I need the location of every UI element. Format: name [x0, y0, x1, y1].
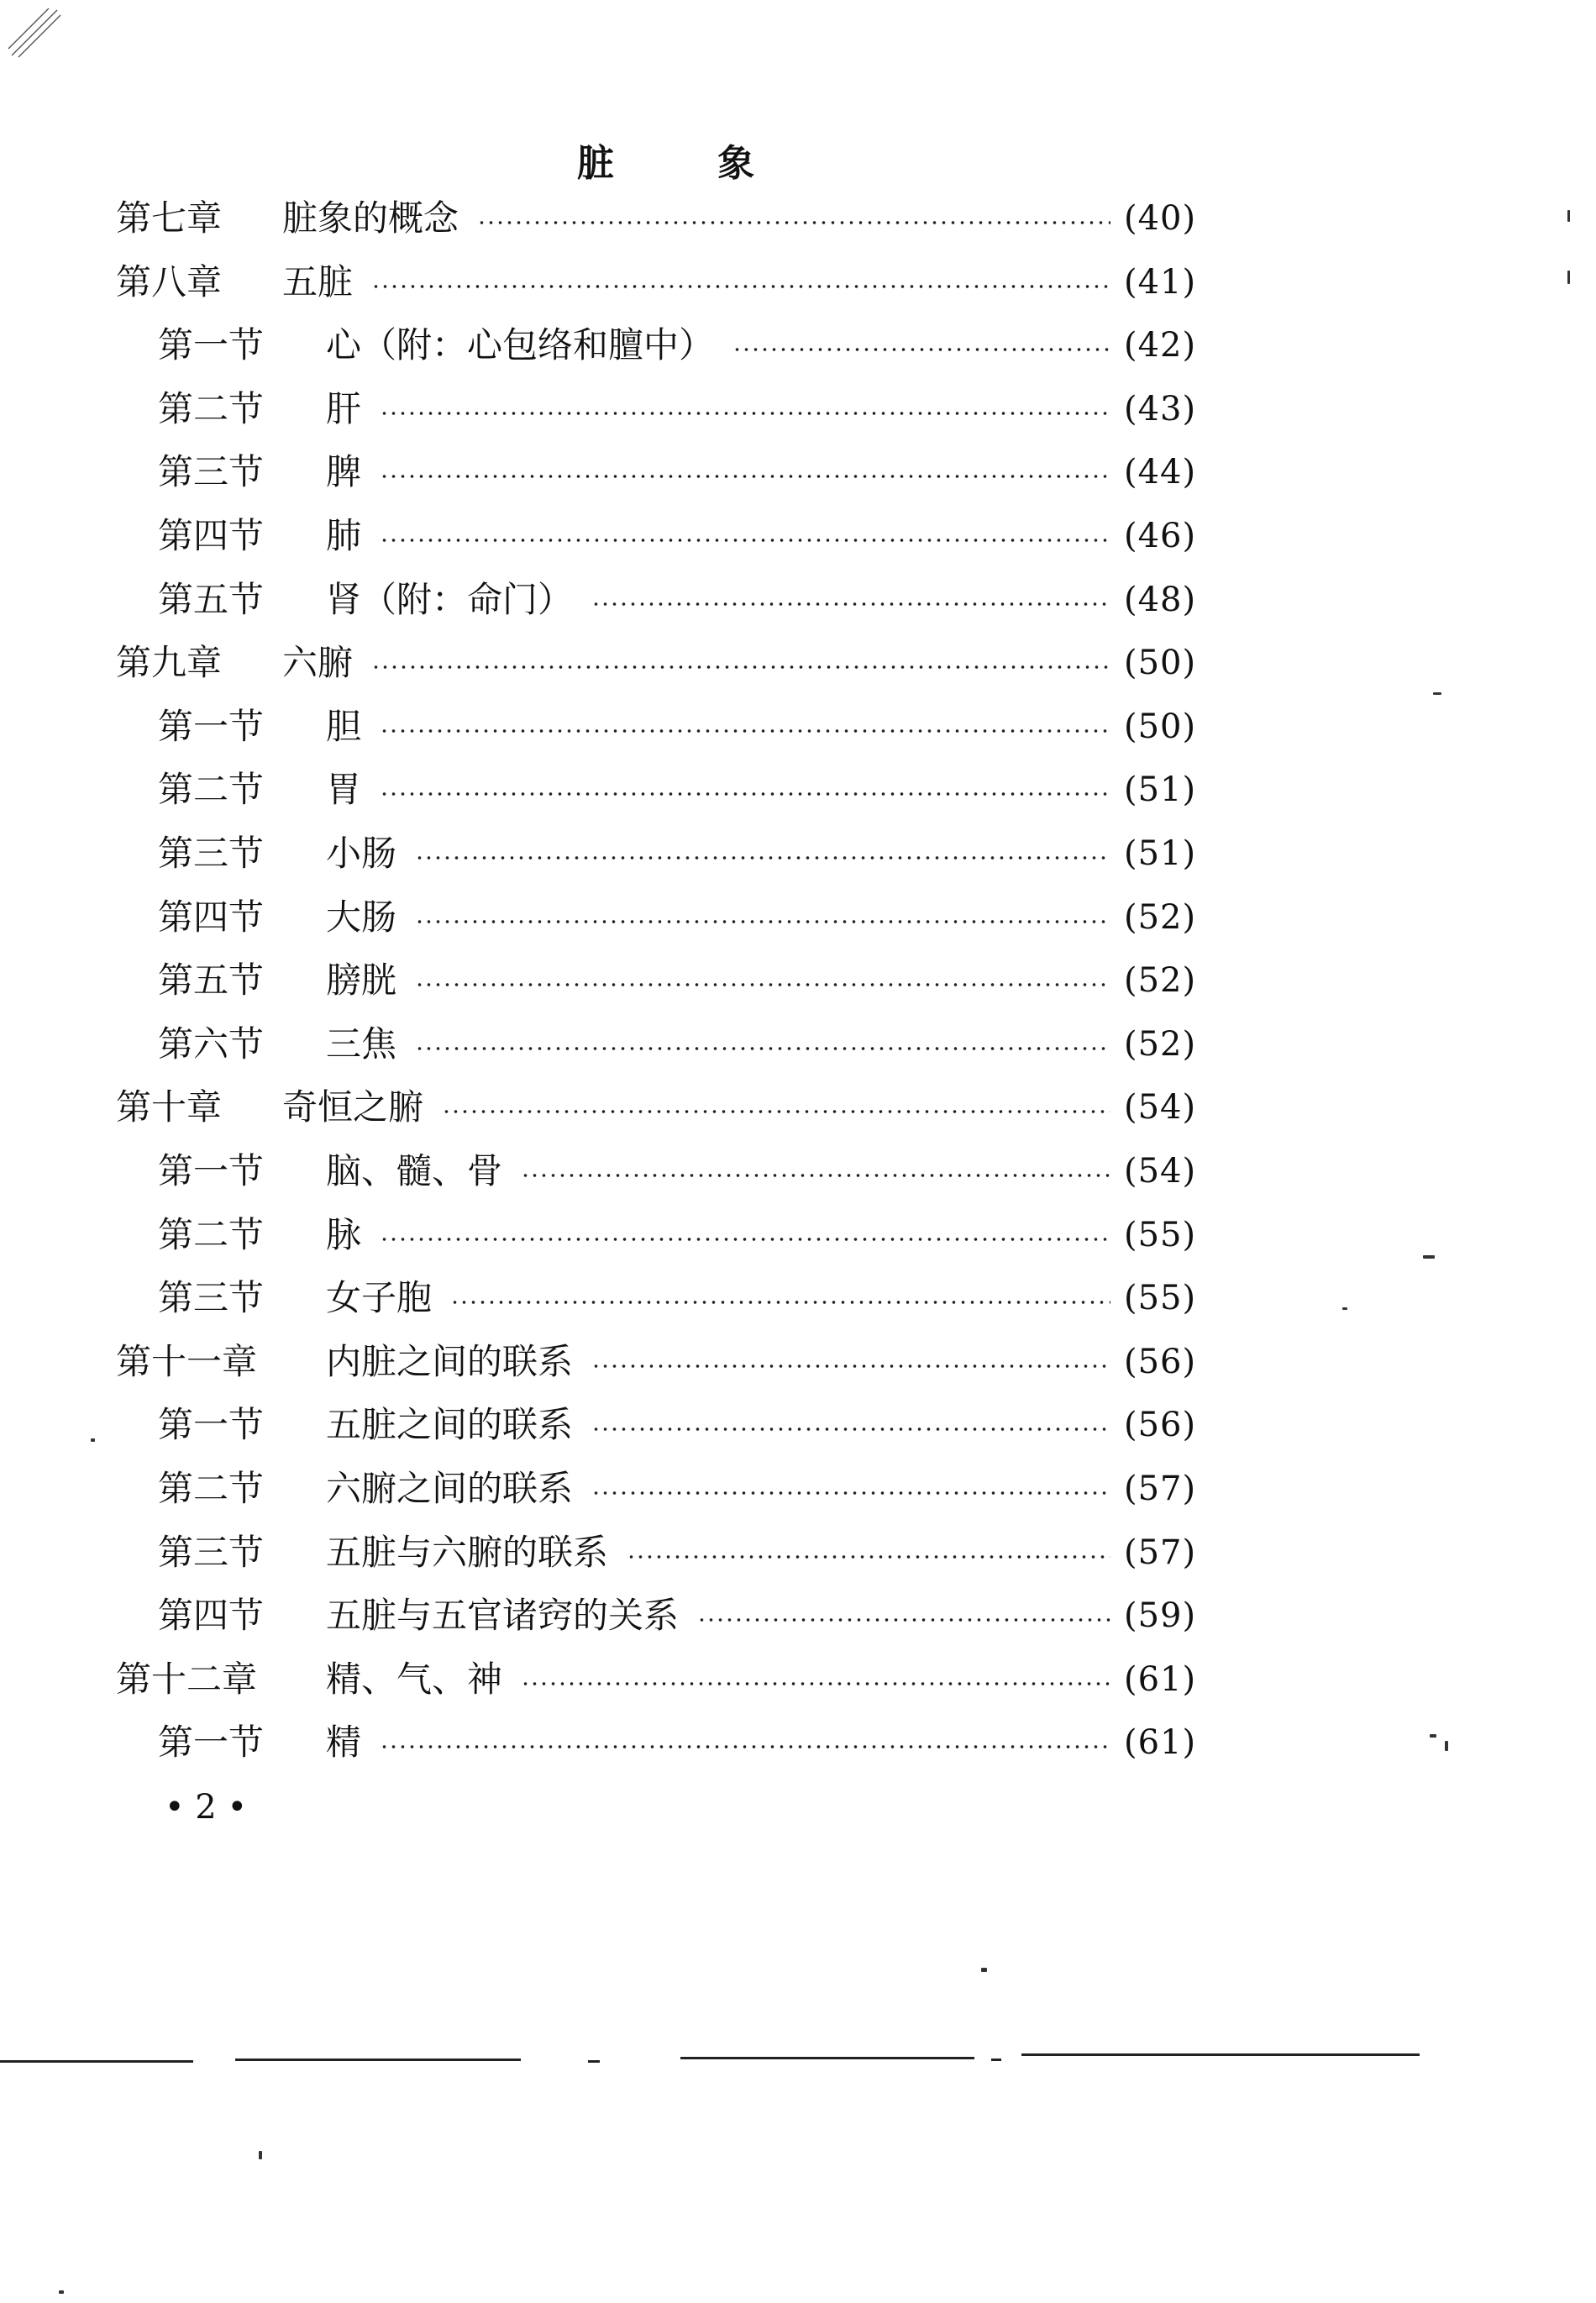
toc-section-entry[interactable] [0, 511, 1596, 574]
toc-entry-number: 第三节 [158, 451, 265, 493]
toc-chapter-entry[interactable] [0, 638, 1596, 701]
toc-section-entry[interactable] [0, 828, 1596, 891]
toc-entry-title: 脏象的概念 [282, 197, 459, 239]
toc-entry-number: 第一节 [158, 705, 265, 747]
toc-page-number: (61) [1124, 1659, 1197, 1699]
scan-edge-line [991, 2059, 1001, 2061]
page-number: • 2 • [165, 1788, 248, 1827]
scan-speck [259, 2151, 262, 2159]
scan-speck [1342, 1307, 1347, 1310]
toc-page-number: (54) [1124, 1088, 1197, 1128]
toc-entry-number: 第六节 [158, 1023, 265, 1065]
scan-speck [1423, 1255, 1435, 1259]
toc-entry-title: 小肠 [326, 833, 397, 874]
toc-entry-number: 第五节 [158, 578, 265, 620]
section-title: 脏 象 [576, 142, 801, 185]
toc-section-entry[interactable] [0, 384, 1596, 447]
toc-entry-title: 大肠 [326, 896, 397, 938]
toc-entry-title: 肾（附：命门） [326, 578, 574, 620]
toc-dot-leader [450, 1273, 1110, 1323]
toc-page-number: (51) [1124, 834, 1197, 873]
toc-section-entry[interactable] [0, 447, 1596, 510]
toc-page-number: (50) [1124, 644, 1197, 683]
scan-edge-line [0, 2060, 193, 2063]
toc-entry-number: 第二节 [158, 1468, 265, 1509]
toc-dot-leader [371, 257, 1110, 308]
scan-speck [59, 2290, 64, 2294]
toc-entry-number: 第一节 [158, 1722, 265, 1764]
toc-dot-leader [380, 1717, 1110, 1768]
toc-entry-number: 第二节 [158, 387, 265, 429]
toc-section-entry[interactable] [0, 892, 1596, 955]
scan-speck [1433, 692, 1441, 695]
toc-dot-leader [415, 892, 1110, 943]
scan-speck [1445, 1741, 1448, 1751]
toc-entry-title: 肝 [326, 387, 362, 429]
toc-page-number: (54) [1124, 1152, 1197, 1191]
toc-page-number: (59) [1124, 1596, 1197, 1636]
toc-dot-leader [521, 1146, 1110, 1196]
toc-section-entry[interactable] [0, 1591, 1596, 1654]
toc-section-entry[interactable] [0, 1273, 1596, 1336]
toc-dot-leader [521, 1654, 1110, 1705]
toc-page-number: (56) [1124, 1342, 1197, 1381]
toc-entry-number: 第十一章 [116, 1340, 258, 1382]
toc-entry-title: 胃 [326, 769, 362, 811]
toc-page-number: (48) [1124, 580, 1197, 619]
toc-entry-number: 第十二章 [116, 1658, 258, 1700]
toc-entry-number: 第一节 [158, 1150, 265, 1191]
toc-section-entry[interactable] [0, 955, 1596, 1018]
toc-entry-title: 六腑 [282, 642, 354, 684]
toc-page-number: (52) [1124, 897, 1197, 937]
toc-page-number: (61) [1124, 1723, 1197, 1763]
toc-entry-title: 心（附：心包络和膻中） [326, 324, 715, 366]
toc-entry-title: 膀胱 [326, 960, 397, 1002]
toc-entry-number: 第十章 [116, 1086, 223, 1128]
toc-dot-leader [380, 1210, 1110, 1260]
toc-dot-leader [591, 575, 1110, 625]
toc-entry-title: 胆 [326, 705, 362, 747]
toc-entry-number: 第一节 [158, 324, 265, 366]
toc-section-entry[interactable] [0, 765, 1596, 828]
toc-page-number: (57) [1124, 1533, 1197, 1572]
toc-section-entry[interactable] [0, 575, 1596, 638]
scan-edge-line [680, 2057, 974, 2059]
scan-speck [1430, 1734, 1436, 1738]
toc-section-entry[interactable] [0, 1527, 1596, 1591]
toc-entry-title: 女子胞 [326, 1277, 433, 1319]
library-stamp-mark [5, 3, 72, 62]
toc-entry-title: 奇恒之腑 [282, 1086, 424, 1128]
toc-page-number: (55) [1124, 1279, 1197, 1318]
toc-page-number: (44) [1124, 453, 1197, 492]
toc-page-number: (43) [1124, 389, 1197, 429]
toc-dot-leader [380, 702, 1110, 752]
toc-page-number: (51) [1124, 770, 1197, 810]
toc-dot-leader [477, 193, 1110, 244]
toc-section-entry[interactable] [0, 1146, 1596, 1209]
toc-entry-title: 肺 [326, 515, 362, 556]
toc-chapter-entry[interactable] [0, 193, 1596, 256]
toc-section-entry[interactable] [0, 320, 1596, 383]
toc-dot-leader [415, 1019, 1110, 1070]
toc-section-entry[interactable] [0, 1400, 1596, 1463]
toc-entry-title: 精 [326, 1722, 362, 1764]
toc-page-number: (42) [1124, 326, 1197, 365]
toc-section-entry[interactable] [0, 1210, 1596, 1273]
toc-dot-leader [591, 1400, 1110, 1450]
toc-page-number: (52) [1124, 1024, 1197, 1064]
toc-entry-number: 第一节 [158, 1404, 265, 1446]
toc-dot-leader [442, 1082, 1110, 1133]
scan-speck [981, 1968, 987, 1972]
toc-entry-number: 第四节 [158, 896, 265, 938]
toc-dot-leader [591, 1337, 1110, 1387]
toc-page-number: (56) [1124, 1406, 1197, 1445]
toc-entry-title: 六腑之间的联系 [326, 1468, 574, 1509]
toc-entry-title: 精、气、神 [326, 1658, 503, 1700]
toc-entry-number: 第四节 [158, 1595, 265, 1637]
toc-section-entry[interactable] [0, 1019, 1596, 1082]
toc-entry-title: 五脏 [282, 260, 354, 302]
scan-edge-line [235, 2059, 521, 2061]
toc-dot-leader [591, 1464, 1110, 1514]
toc-entry-title: 三焦 [326, 1023, 397, 1065]
toc-dot-leader [627, 1527, 1110, 1578]
toc-entry-number: 第八章 [116, 260, 223, 302]
scan-edge-line [588, 2060, 600, 2063]
toc-entry-title: 脾 [326, 451, 362, 493]
toc-entry-number: 第七章 [116, 197, 223, 239]
toc-chapter-entry[interactable] [0, 1337, 1596, 1400]
toc-dot-leader [415, 955, 1110, 1006]
toc-dot-leader [380, 384, 1110, 434]
toc-entry-number: 第二节 [158, 1213, 265, 1255]
toc-section-entry[interactable] [0, 702, 1596, 765]
toc-dot-leader [380, 511, 1110, 561]
toc-page-number: (41) [1124, 262, 1197, 302]
toc-entry-number: 第三节 [158, 1531, 265, 1573]
toc-entry-title: 五脏之间的联系 [326, 1404, 574, 1446]
toc-entry-number: 第三节 [158, 1277, 265, 1319]
toc-dot-leader [380, 765, 1110, 815]
toc-entry-number: 第三节 [158, 833, 265, 874]
toc-entry-title: 五脏与五官诸窍的关系 [326, 1595, 680, 1637]
toc-page-number: (40) [1124, 199, 1197, 238]
toc-entry-title: 脉 [326, 1213, 362, 1255]
toc-dot-leader [380, 447, 1110, 497]
toc-page-number: (46) [1124, 517, 1197, 555]
toc-dot-leader [697, 1591, 1110, 1641]
toc-dot-leader [371, 638, 1110, 688]
toc-page-number: (50) [1124, 707, 1197, 746]
scan-speck [91, 1438, 95, 1442]
toc-chapter-entry[interactable] [0, 1654, 1596, 1717]
toc-entry-title: 内脏之间的联系 [326, 1340, 574, 1382]
scan-speck [1567, 271, 1570, 284]
toc-entry-number: 第四节 [158, 515, 265, 556]
toc-page-number: (52) [1124, 961, 1197, 1001]
toc-entry-number: 第五节 [158, 960, 265, 1002]
toc-chapter-entry[interactable] [0, 257, 1596, 320]
toc-page-number: (57) [1124, 1470, 1197, 1508]
toc-entry-number: 第二节 [158, 769, 265, 811]
toc-page-number: (55) [1124, 1215, 1197, 1254]
scan-edge-line [1021, 2053, 1420, 2056]
toc-chapter-entry[interactable] [0, 1082, 1596, 1145]
toc-dot-leader [415, 828, 1110, 879]
toc-section-entry[interactable] [0, 1717, 1596, 1780]
toc-entry-title: 脑、髓、骨 [326, 1150, 503, 1191]
scan-speck [1567, 210, 1570, 222]
toc-entry-title: 五脏与六腑的联系 [326, 1531, 609, 1573]
toc-entry-number: 第九章 [116, 642, 223, 684]
toc-section-entry[interactable] [0, 1464, 1596, 1527]
toc-dot-leader [732, 320, 1110, 371]
